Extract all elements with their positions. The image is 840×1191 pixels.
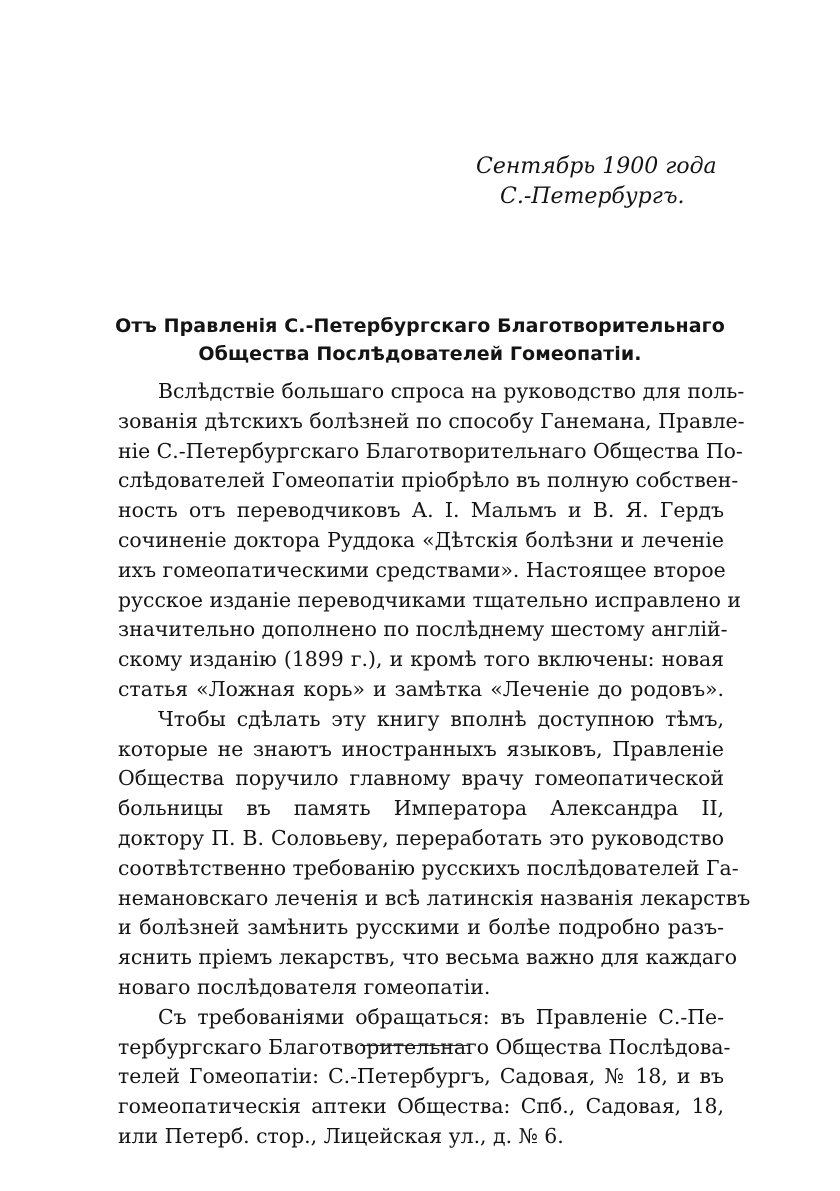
text-line: ніе С.-Петербургскаго Благотворительнаго Общества По-	[118, 438, 743, 463]
heading-line-2: Общества Послѣдователей Гомеопатіи.	[198, 343, 642, 365]
text-line: тербургскаго Благотворительнаго Общества Послѣдова-	[118, 1034, 731, 1059]
text-line: больницы въ память Императора Александра II,	[118, 796, 724, 821]
text-line: сочиненіе доктора Руддока «Дѣтскія болѣзни и леченіе	[118, 527, 724, 552]
text-line: новаго послѣдователя гомеопатіи.	[118, 974, 491, 999]
announcement-text	[118, 377, 751, 1152]
heading-line-1: Отъ Правленія С.-Петербургскаго Благотворительнаго	[115, 315, 725, 337]
text-line: значительно дополнено по послѣднему шестому англій-	[118, 617, 728, 642]
text-line: Вслѣдствіе большаго спроса на руководство для поль-	[158, 379, 745, 403]
dateline-place: С.-Петербургъ.	[500, 184, 685, 209]
text-line: и болѣзней замѣнить русскими и болѣе подробно разъ-	[118, 915, 724, 940]
text-line: Чтобы сдѣлать эту книгу вполнѣ доступною тѣмъ,	[158, 706, 724, 731]
text-line: или Петерб. стор., Лицейская ул., д. № 6.	[118, 1123, 564, 1148]
text-line: слѣдователей Гомеопатіи пріобрѣло въ полную собствен-	[118, 468, 739, 493]
text-line: ихъ гомеопатическими средствами». Настоящее второе	[118, 557, 726, 582]
text-line: яснить пріемъ лекарствъ, что весьма важно для каждаго	[118, 945, 737, 970]
dateline-date: Сентябрь 1900 года	[476, 154, 717, 179]
section-heading	[100, 312, 740, 368]
dateline	[470, 152, 730, 212]
closing-divider	[360, 1045, 468, 1046]
text-line: которые не знаютъ иностранныхъ языковъ, Правленіе	[118, 736, 724, 761]
text-line: доктору П. В. Соловьеву, переработать это руководство	[118, 825, 724, 850]
text-line: телей Гомеопатіи: С.-Петербургъ, Садовая, № 18, и въ	[118, 1064, 724, 1089]
text-line: соотвѣтственно требованію русскихъ послѣдователей Га-	[118, 855, 739, 880]
text-line: скому изданію (1899 г.), и кромѣ того включены: новая	[118, 647, 724, 672]
text-line: ность отъ переводчиковъ А. І. Мальмъ и В. Я. Гердъ	[118, 498, 724, 523]
text-line: статья «Ложная корь» и замѣтка «Леченіе до родовъ».	[118, 676, 724, 701]
text-line: гомеопатическія аптеки Общества: Спб., Садовая, 18,	[118, 1094, 724, 1119]
text-line: русское изданіе переводчиками тщательно исправлено и	[118, 587, 741, 612]
text-line: немановскаго леченія и всѣ латинскія названія лекарствъ	[118, 885, 751, 910]
text-line: зованія дѣтскихъ болѣзней по способу Ганемана, Правле-	[118, 408, 745, 433]
text-line: Съ требованіями обращаться: въ Правленіе С.-Пе-	[158, 1004, 724, 1029]
text-line: Общества поручило главному врачу гомеопатической	[118, 766, 724, 791]
